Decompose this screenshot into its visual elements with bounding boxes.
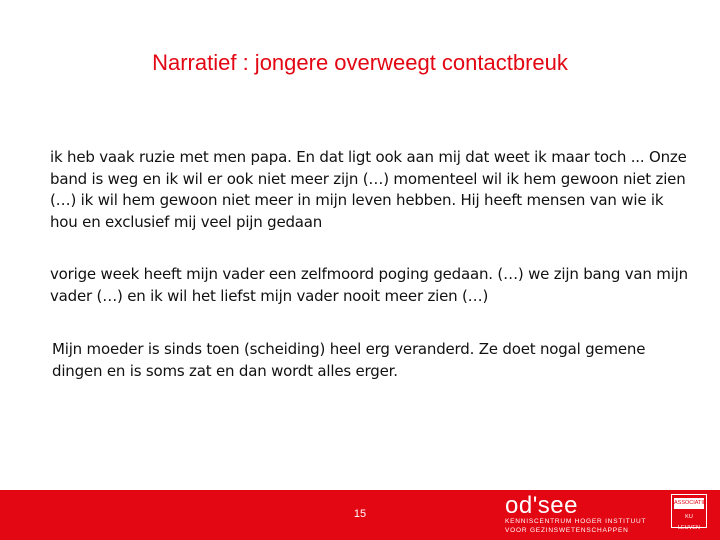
logo-subtitle-line-2: VOOR GEZINSWETENSCHAPPEN [505,527,629,534]
page-number: 15 [353,508,367,520]
badge-bottom-label: KU LEUVEN [677,514,700,531]
odisee-logo [505,492,665,540]
slide-title: Narratief : jongere overweegt contactbreuk [152,50,568,75]
badge-top-label: ASSOCIATIE [674,498,704,509]
association-badge [671,494,707,531]
narrative-paragraph-2: vorige week heeft mijn vader een zelfmoord poging gedaan. (…) we zijn bang van mijn vader (…) en ik wil het liefst mijn vader nooit meer zien (…) [50,265,688,305]
logo-subtitle-line-1: KENNISCENTRUM HOGER INSTITUUT [505,518,647,525]
logo-wordmark: od'see [505,492,578,519]
narrative-paragraph-3: Mijn moeder is sinds toen (scheiding) heel erg veranderd. Ze doet nogal gemene dingen en is soms zat en dan wordt alles erger. [52,340,646,380]
footer-bar [0,490,720,540]
narrative-paragraph-1: ik heb vaak ruzie met men papa. En dat ligt ook aan mij dat weet ik maar toch ... Onze band is weg en ik wil er ook niet meer zijn (…) momenteel wil ik hem gewoon niet zien (…) ik wil hem gewoon niet meer in mijn leven hebben. Hij heeft mensen van wie ik hou en exclusief mij veel pijn gedaan [50,148,687,231]
